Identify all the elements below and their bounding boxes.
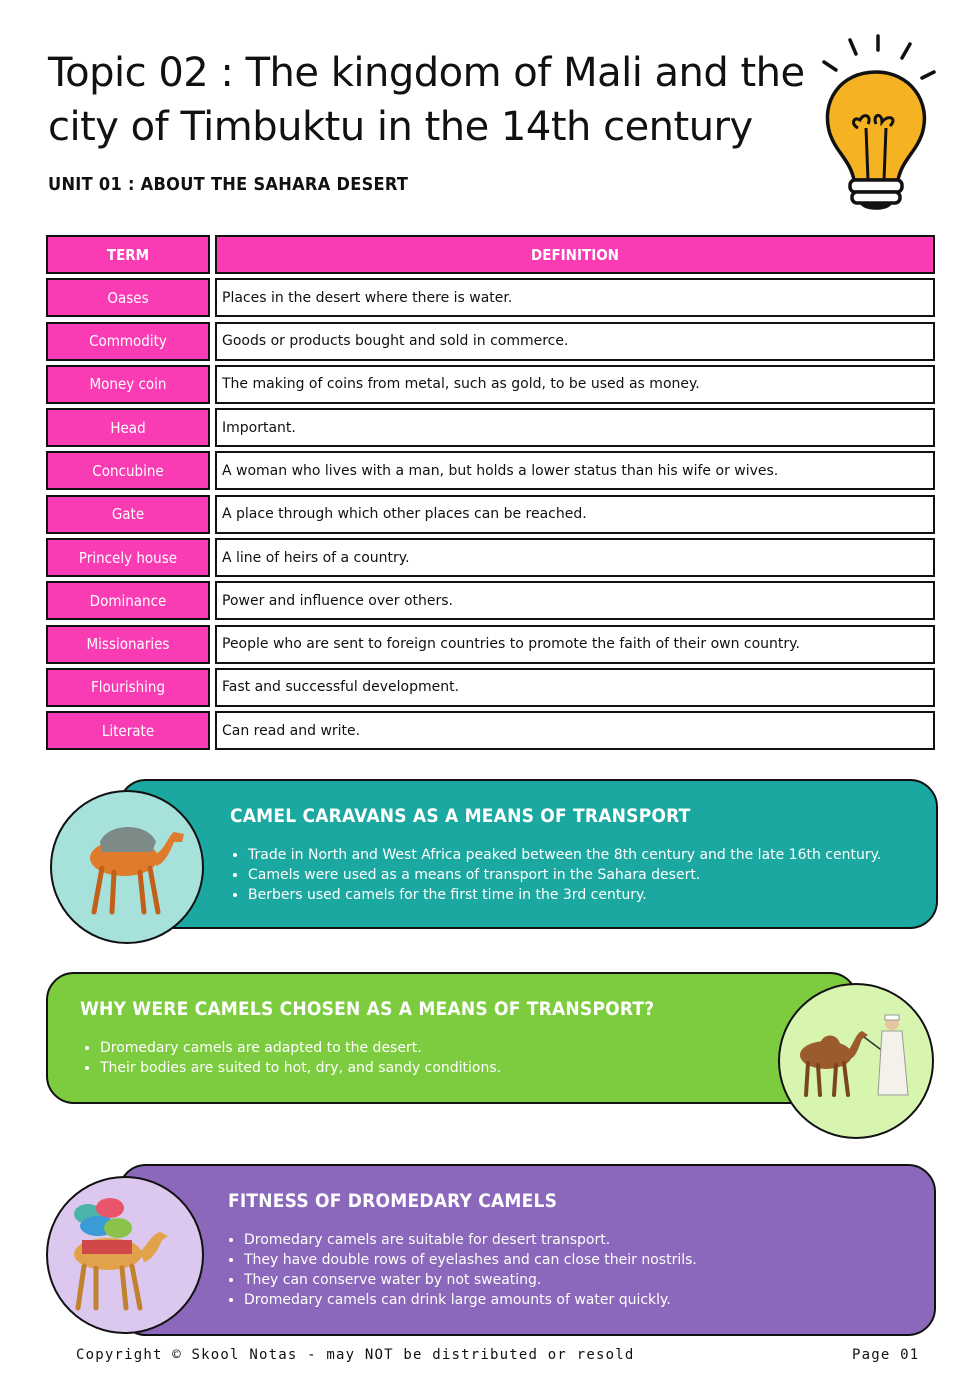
fitness-camels-card (118, 1164, 936, 1336)
unit-heading: UNIT 01 : ABOUT THE SAHARA DESERT (48, 174, 409, 195)
glossary-row (46, 278, 935, 317)
glossary-term: Money coin (46, 365, 210, 404)
page-title (48, 46, 828, 154)
glossary-term: Missionaries (46, 625, 210, 664)
glossary-row (46, 625, 935, 664)
camel-with-man-icon (780, 985, 932, 1137)
lightbulb-icon (810, 32, 940, 218)
glossary-row (46, 408, 935, 447)
bullet-item: • Berbers used camels for the first time in the 3rd century. (248, 885, 938, 905)
camel-illustration-circle (50, 790, 204, 944)
glossary-definition: Places in the desert where there is water. (215, 278, 935, 317)
bullet-item: • Their bodies are suited to hot, dry, and sandy conditions. (100, 1058, 750, 1078)
glossary-row (46, 711, 935, 750)
glossary-definition: A woman who lives with a man, but holds a lower status than his wife or wives. (215, 451, 935, 490)
glossary-row (46, 581, 935, 620)
glossary-row (46, 322, 935, 361)
glossary-header-row (46, 235, 935, 274)
bullet-item: • They have double rows of eyelashes and can close their nostrils. (244, 1250, 934, 1270)
section-title: WHY WERE CAMELS CHOSEN AS A MEANS OF TRANSPORT? (80, 998, 655, 1020)
glossary-row (46, 451, 935, 490)
glossary-definition: People who are sent to foreign countries to promote the faith of their own country. (215, 625, 935, 664)
glossary-definition: Fast and successful development. (215, 668, 935, 707)
camel-caravans-card (118, 779, 938, 929)
page-title-line-2: city of Timbuktu in the 14th century (48, 104, 753, 150)
glossary-row (46, 495, 935, 534)
bullet-item: • Camels were used as a means of transport in the Sahara desert. (248, 865, 938, 885)
section-bullets (228, 1230, 934, 1310)
glossary-definition: Power and influence over others. (215, 581, 935, 620)
glossary-term: Dominance (46, 581, 210, 620)
glossary-definition: Can read and write. (215, 711, 935, 750)
why-camels-card (46, 972, 858, 1104)
glossary-term: Concubine (46, 451, 210, 490)
section-bullets (84, 1038, 750, 1078)
glossary-term: Flourishing (46, 668, 210, 707)
bullet-item: • Dromedary camels are adapted to the desert. (100, 1038, 750, 1058)
copyright-notice: Copyright © Skool Notas - may NOT be distributed or resold (76, 1347, 635, 1363)
glossary-row (46, 365, 935, 404)
bullet-item: • Trade in North and West Africa peaked between the 8th century and the late 16th century. (248, 845, 938, 865)
page-number: Page 01 (852, 1347, 920, 1363)
glossary-table (46, 235, 935, 755)
glossary-definition: Goods or products bought and sold in commerce. (215, 322, 935, 361)
page-title-line-1: Topic 02 : The kingdom of Mali and the (48, 50, 805, 96)
glossary-term: Oases (46, 278, 210, 317)
glossary-definition: A line of heirs of a country. (215, 538, 935, 577)
glossary-definition: The making of coins from metal, such as gold, to be used as money. (215, 365, 935, 404)
section-title: CAMEL CARAVANS AS A MEANS OF TRANSPORT (230, 805, 691, 827)
glossary-definition: Important. (215, 408, 935, 447)
glossary-term: Commodity (46, 322, 210, 361)
glossary-row (46, 668, 935, 707)
glossary-term: Literate (46, 711, 210, 750)
glossary-term: Princely house (46, 538, 210, 577)
term-column-header: TERM (46, 235, 210, 274)
glossary-definition: A place through which other places can be reached. (215, 495, 935, 534)
glossary-term: Gate (46, 495, 210, 534)
loaded-camel-illustration-circle (46, 1176, 204, 1334)
camel-icon (52, 792, 202, 942)
glossary-term: Head (46, 408, 210, 447)
glossary-row (46, 538, 935, 577)
bullet-item: • Dromedary camels can drink large amounts of water quickly. (244, 1290, 934, 1310)
bullet-item: • Dromedary camels are suitable for desert transport. (244, 1230, 934, 1250)
loaded-camel-icon (48, 1178, 202, 1332)
bullet-item: • They can conserve water by not sweating. (244, 1270, 934, 1290)
section-bullets (232, 845, 938, 905)
camel-and-man-illustration-circle (778, 983, 934, 1139)
definition-column-header: DEFINITION (215, 235, 935, 274)
section-title: FITNESS OF DROMEDARY CAMELS (228, 1190, 558, 1212)
